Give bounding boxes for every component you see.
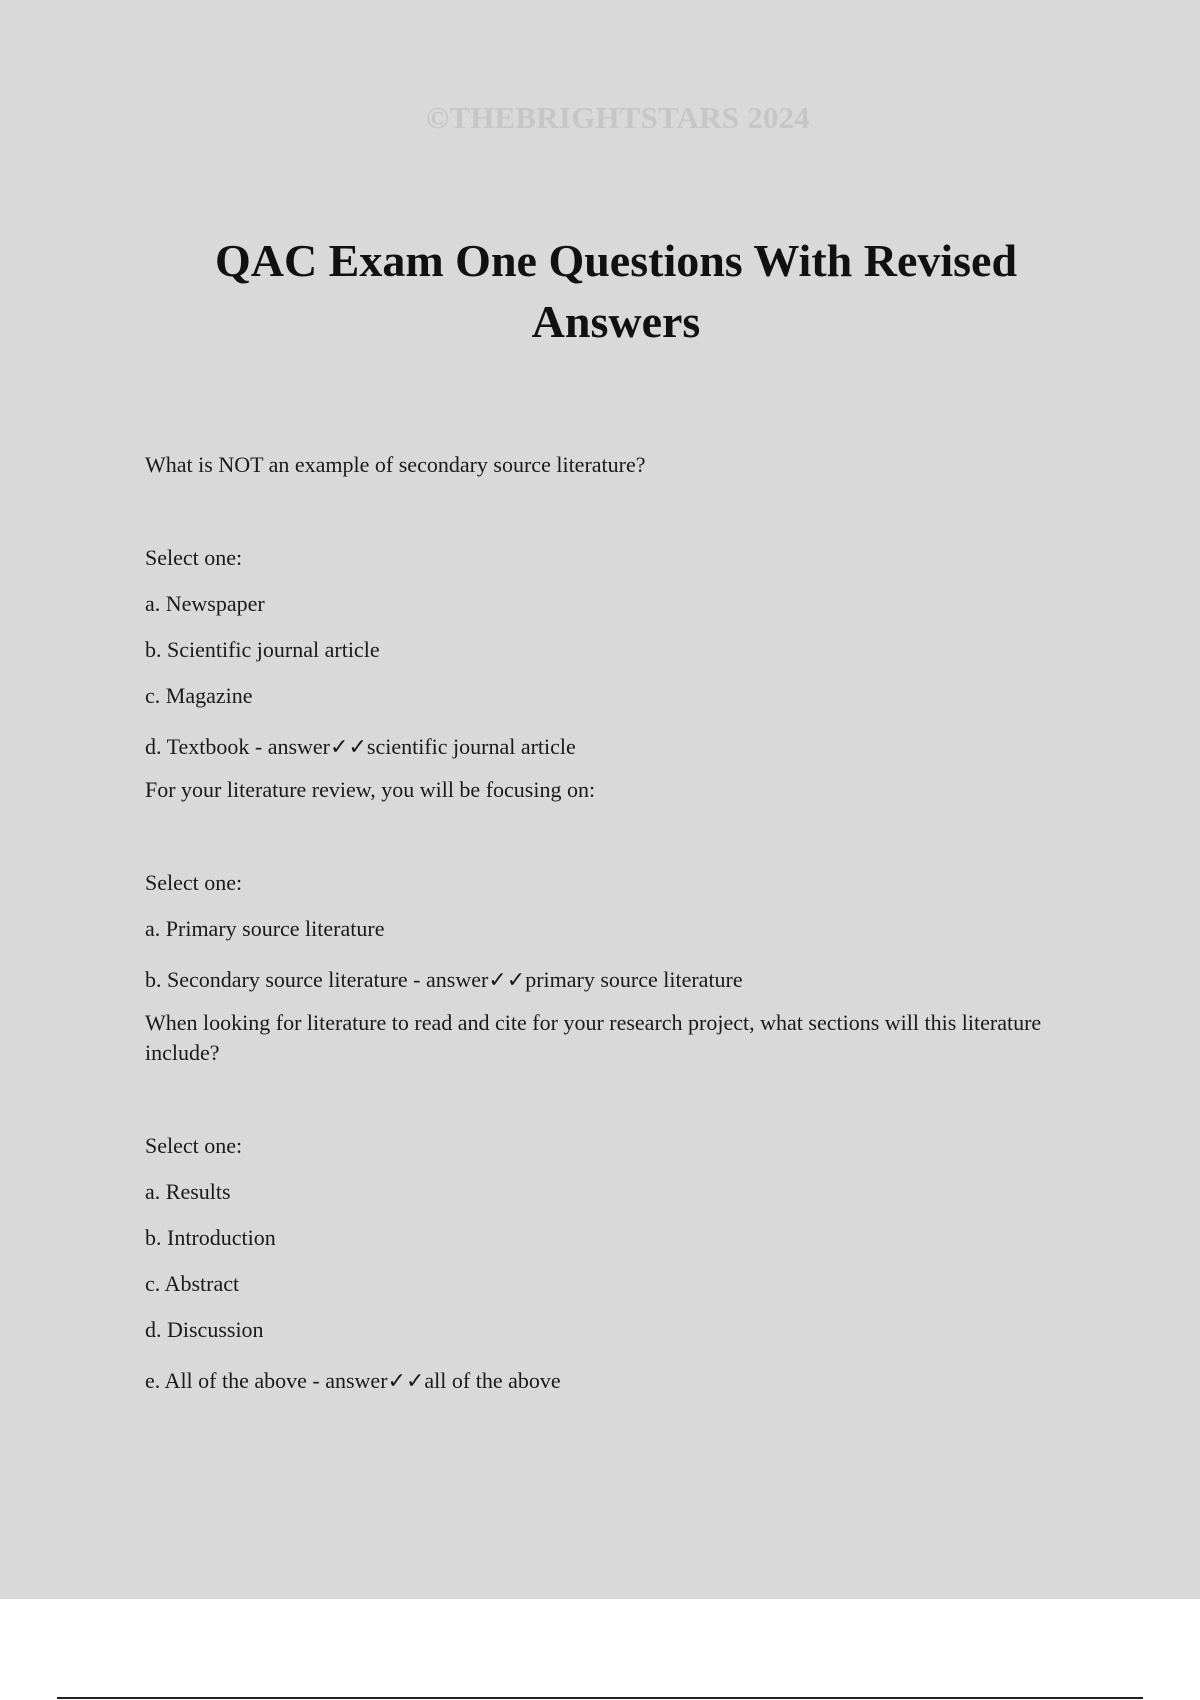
answer-line (145, 1366, 1065, 1397)
answer-option: e. All of the above - answer (145, 1368, 388, 1393)
select-one-label: Select one: (145, 1133, 243, 1158)
question-block-1 (145, 450, 1065, 763)
answer-text: all of the above (424, 1368, 561, 1393)
select-one-label: Select one: (145, 545, 243, 570)
checkmark-icon: ✓✓ (387, 1369, 425, 1394)
option-b: b. Scientific journal article (145, 637, 380, 662)
option-a: a. Results (145, 1179, 231, 1204)
option-b: b. Introduction (145, 1225, 276, 1250)
question-block-2 (145, 775, 1065, 996)
document-title: QAC Exam One Questions With Revised Answers (214, 235, 1018, 347)
question-text: For your literature review, you will be focusing on: (145, 777, 596, 802)
option-d: d. Discussion (145, 1317, 264, 1342)
option-a: a. Primary source literature (145, 916, 385, 941)
answer-line (145, 965, 1065, 996)
answer-line (145, 732, 1065, 763)
select-one-label: Select one: (145, 870, 243, 895)
option-c: c. Abstract (145, 1271, 240, 1296)
question-text: What is NOT an example of secondary source literature? (145, 452, 646, 477)
option-c: c. Magazine (145, 683, 253, 708)
checkmark-icon: ✓✓ (488, 968, 526, 993)
checkmark-icon: ✓✓ (330, 735, 367, 760)
question-text: When looking for literature to read and cite for your research project, what sections will this literature include? (145, 1010, 1042, 1065)
answer-option: d. Textbook - answer (145, 734, 331, 759)
questions-content (145, 450, 1065, 1397)
watermark: ©THEBRIGHTSTARS 2024 (425, 100, 811, 135)
answer-text: primary source literature (525, 967, 743, 992)
option-a: a. Newspaper (145, 591, 265, 616)
answer-option: b. Secondary source literature - answer (145, 967, 489, 992)
answer-text: scientific journal article (366, 734, 576, 759)
page-divider (57, 1697, 1143, 1699)
question-block-3 (145, 1008, 1065, 1397)
